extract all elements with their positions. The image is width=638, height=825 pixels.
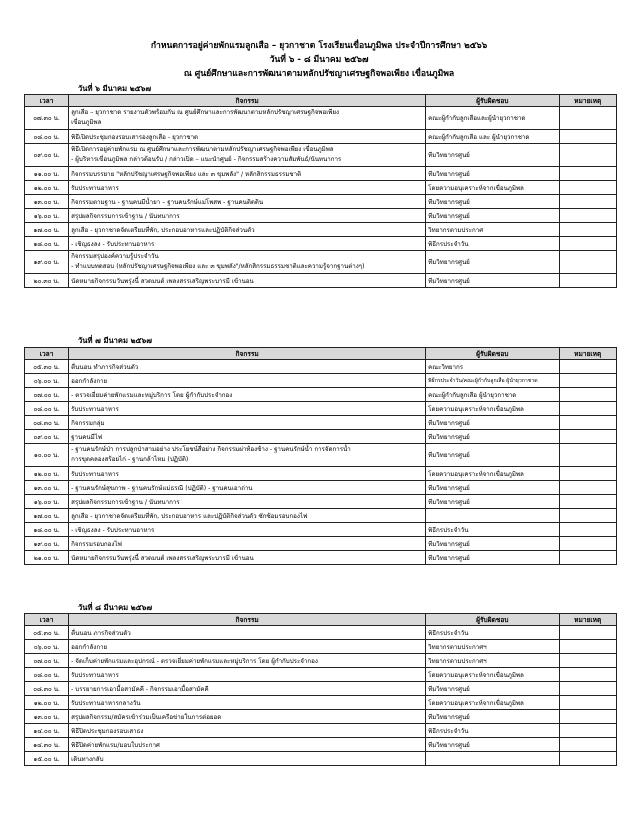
time-cell: ๑๓.๐๐ น. [25,195,69,209]
note-cell [559,523,616,537]
activity-cell [69,251,426,274]
responsible-cell: ทีมวิทยากรศูนย์ [426,682,559,696]
responsible-cell: โดยความอนุเคราะห์จากเขื่อนภูมิพล [426,467,559,481]
activity-line: กิจกรรมสรุปองค์ความรู้ประจำวัน [71,253,159,260]
responsible-cell: ทีมวิทยากรศูนย์ [426,167,559,181]
col-responsible-header: ผู้รับผิดชอบ [426,348,559,360]
col-activity-header: กิจกรรม [69,348,426,360]
activity-cell: ออกกำลังกาย [69,640,426,654]
time-cell: ๐๗.๓๐ น. [25,107,69,130]
table-row [25,738,617,752]
table-row [25,223,617,237]
note-cell [559,752,616,766]
note-cell [559,181,616,195]
time-cell: ๐๙.๐๐ น. [25,430,69,444]
note-cell [559,444,616,467]
activity-cell: - ตรวจเยี่ยมค่ายพักแรมและหมู่บริการ โดย ผู้กำกับประจำกอง [69,388,426,402]
table-row [25,626,617,640]
table-row [25,388,617,402]
day-1-schedule-table [24,94,617,288]
responsible-cell: คณะผู้กำกับลูกเสือ ผู้นำยุวกาชาด [426,388,559,402]
day-1-rows [25,107,617,288]
col-note-header: หมายเหตุ [559,614,616,626]
responsible-cell: วิทยากรตามประกาศ [426,223,559,237]
table-header-row [25,95,617,107]
col-activity-header: กิจกรรม [69,95,426,107]
time-cell: ๑๗.๐๐ น. [25,509,69,523]
day-3-rows [25,626,617,766]
table-row [25,696,617,710]
time-cell: ๐๘.๓๐ น. [25,416,69,430]
time-cell: ๑๕.๐๐ น. [25,752,69,766]
time-cell: ๑๗.๐๐ น. [25,223,69,237]
responsible-cell: พิธีกรประจำวัน [426,237,559,251]
document-title: กำหนดการอยู่ค่ายพักแรมลูกเสือ – ยุวกาชาด โรงเรียนเขื่อนภูมิพล ประจำปีการศึกษา ๒๕๖๖ [150,41,488,51]
day-3-heading: วันที่ ๘ มีนาคม ๒๕๖๗ [78,603,153,612]
activity-cell [69,107,426,130]
table-row [25,640,617,654]
responsible-cell: ทีมวิทยากรศูนย์ [426,537,559,551]
responsible-cell: ทีมวิทยากรศูนย์ [426,209,559,223]
note-cell [559,682,616,696]
activity-line: ลูกเสือ – ยุวกาชาด รายงานตัวพร้อมกัน ณ ศูนย์ศึกษาและการพัฒนาตามหลักปรัชญาเศรษฐกิจพอเพียง [71,109,340,116]
note-cell [559,481,616,495]
table-row [25,551,617,565]
responsible-cell: ทีมวิทยากรศูนย์ [426,430,559,444]
time-cell: ๐๘.๐๐ น. [25,130,69,144]
table-row [25,274,617,288]
table-row [25,481,617,495]
table-row [25,509,617,523]
note-cell [559,274,616,288]
time-cell: ๑๔.๓๐ น. [25,738,69,752]
activity-line: - ผู้บริหารเขื่อนภูมิพล กล่าวต้อนรับ / กล่าวเปิด – แนะนำศูนย์ - กิจกรรมสร้างความสัมพันธ์/นันทนาการ [71,156,342,163]
activity-cell: - จัดเก็บค่ายพักแรมและอุปกรณ์ - ตรวจเยี่ยมค่ายพักแรมและหมู่บริการ โดย ผู้กำกับประจำกอง [69,654,426,668]
time-cell: ๑๘.๐๐ น. [25,523,69,537]
responsible-cell: ทีมวิทยากรศูนย์ [426,738,559,752]
time-cell: ๒๑.๐๐ น. [25,551,69,565]
activity-cell: นัดหมายกิจกรรมวันพรุ่งนี้ สวดมนต์ เพลงสรรเสริญพระบารมี เข้านอน [69,551,426,565]
responsible-cell: พิธีกรประจำวัน [426,523,559,537]
day-2-heading: วันที่ ๗ มีนาคม ๒๕๖๗ [78,336,152,345]
activity-cell: กิจกรรมกลุ่ม [69,416,426,430]
time-cell: ๑๑.๐๐ น. [25,167,69,181]
table-row [25,682,617,696]
note-cell [559,696,616,710]
responsible-cell: พิธีกรประจำวัน [426,724,559,738]
responsible-cell: วิทยากรตามประกาศฯ [426,654,559,668]
time-cell: ๑๒.๐๐ น. [25,467,69,481]
document-venue: ณ ศูนย์ศึกษาและการพัฒนาตามหลักปรัชญาเศรษฐกิจพอเพียง เขื่อนภูมิพล [183,69,455,79]
responsible-cell: พิธีกรประจำวัน/คณะผู้กำกับลูกเสือ ผู้นำยุวกาชาด [426,374,559,388]
activity-cell: - เชิญธงลง - รับประทานอาหาร [69,237,426,251]
col-responsible-header: ผู้รับผิดชอบ [426,95,559,107]
day-2-rows [25,360,617,565]
note-cell [559,537,616,551]
time-cell: ๑๔.๐๐ น. [25,724,69,738]
note-cell [559,738,616,752]
table-row [25,710,617,724]
time-cell: ๐๕.๓๐ น. [25,360,69,374]
activity-cell: รับประทานอาหารกลางวัน [69,696,426,710]
activity-cell: กิจกรรมบรรยาย "หลักปรัชญาเศรษฐกิจพอเพียง และ ๓ ขุมพลัง" / หลักสิกรรมธรรมชาติ [69,167,426,181]
table-row [25,430,617,444]
col-time-header: เวลา [25,95,69,107]
activity-cell: ลูกเสือ - ยุวกาชาดจัดเตรียมที่พัก, ประกอบอาหาร และปฏิบัติกิจส่วนตัว ซักซ้อมรอบกองไฟ [69,509,426,523]
time-cell: ๑๓.๐๐ น. [25,710,69,724]
responsible-cell: ทีมวิทยากรศูนย์ [426,251,559,274]
note-cell [559,251,616,274]
table-row [25,195,617,209]
table-row [25,467,617,481]
table-row [25,668,617,682]
responsible-cell: ทีมวิทยากรศูนย์ [426,195,559,209]
table-row [25,654,617,668]
col-responsible-header: ผู้รับผิดชอบ [426,614,559,626]
col-note-header: หมายเหตุ [559,95,616,107]
table-row [25,144,617,167]
note-cell [559,374,616,388]
responsible-cell: ทีมวิทยากรศูนย์ [426,551,559,565]
responsible-cell: คณะวิทยากร [426,360,559,374]
activity-cell: พิธีปิดประชุมกองรอบเสาธง [69,724,426,738]
note-cell [559,388,616,402]
activity-cell: กิจกรรมรอบกองไฟ [69,537,426,551]
note-cell [559,640,616,654]
note-cell [559,509,616,523]
note-cell [559,668,616,682]
responsible-cell: ทีมวิทยากรศูนย์ [426,495,559,509]
time-cell: ๑๖.๐๐ น. [25,209,69,223]
activity-cell: - เชิญธงลง - รับประทานอาหาร [69,523,426,537]
note-cell [559,551,616,565]
time-cell: ๐๘.๓๐ น. [25,682,69,696]
activity-cell: นัดหมายกิจกรรมวันพรุ่งนี้ สวดมนต์ เพลงสรรเสริญพระบารมี เข้านอน [69,274,426,288]
activity-cell: รับประทานอาหาร [69,467,426,481]
note-cell [559,195,616,209]
activity-cell: รับประทานอาหาร [69,402,426,416]
time-cell: ๐๖.๐๐ น. [25,374,69,388]
table-row [25,167,617,181]
table-row [25,237,617,251]
activity-line: การขุดคลองสร้อยไก่ - ฐานกล้าไหม (ปฏิบัติ) [71,456,189,463]
time-cell: ๑๘.๐๐ น. [25,237,69,251]
note-cell [559,626,616,640]
activity-line: - ทำแบบทดสอบ (หลักปรัชญาเศรษฐกิจพอเพียง และ ๓ ขุมพลัง"/หลักสิกรรมธรรมชาติและความรู้จากฐานต่างๆ) [71,263,365,270]
time-cell: ๑๐.๐๐ น. [25,444,69,467]
day-2-schedule-table [24,347,617,565]
col-activity-header: กิจกรรม [69,614,426,626]
activity-cell: สรุปผลกิจกรรมการเข้าฐาน / นันทนาการ [69,495,426,509]
table-row [25,402,617,416]
activity-cell: - บรรยายการเอามื้อสามัคคี - กิจกรรมเอามื้อสามัคคี [69,682,426,696]
activity-line: - ฐานคนรักษ์ป่า การปลูกป่าสามอย่าง ประโยชน์สี่อย่าง กิจกรรมผ่าท้องช้าง - ฐานคนรักษ์น้ำ การจัดการน้ำ [71,446,351,453]
note-cell [559,495,616,509]
activity-cell: ตื่นนอน ทำภารกิจส่วนตัว [69,360,426,374]
col-note-header: หมายเหตุ [559,348,616,360]
col-time-header: เวลา [25,348,69,360]
activity-cell: เดินทางกลับ [69,752,426,766]
responsible-cell: โดยความอนุเคราะห์จากเขื่อนภูมิพล [426,668,559,682]
time-cell: ๐๗.๐๐ น. [25,388,69,402]
activity-cell [69,144,426,167]
responsible-cell: ทีมวิทยากรศูนย์ [426,444,559,467]
table-row [25,537,617,551]
note-cell [559,402,616,416]
activity-cell: ออกกำลังกาย [69,374,426,388]
activity-line: พิธีเปิดการอยู่ค่ายพักแรม ณ ศูนย์ศึกษาและการพัฒนาตามหลักปรัชญาเศรษฐกิจพอเพียง เขื่อนภูมิพล [71,146,334,153]
table-row [25,724,617,738]
note-cell [559,223,616,237]
note-cell [559,467,616,481]
table-row [25,130,617,144]
table-row [25,523,617,537]
table-row [25,444,617,467]
responsible-cell [426,509,559,523]
note-cell [559,654,616,668]
responsible-cell [426,752,559,766]
day-3-schedule-table [24,613,617,766]
time-cell: ๐๗.๐๐ น. [25,654,69,668]
time-cell: ๐๕.๓๐ น. [25,626,69,640]
note-cell [559,710,616,724]
time-cell: ๐๖.๐๐ น. [25,640,69,654]
activity-cell: ฐานคนมีไฟ [69,430,426,444]
document-dates: วันที่ ๖ - ๘ มีนาคม ๒๕๖๗ [269,55,369,65]
table-row [25,374,617,388]
activity-cell: ตื่นนอน ภารกิจส่วนตัว [69,626,426,640]
time-cell: ๐๘.๐๐ น. [25,668,69,682]
activity-cell: รับประทานอาหาร [69,181,426,195]
responsible-cell: โดยความอนุเคราะห์จากเขื่อนภูมิพล [426,181,559,195]
time-cell: ๒๐.๓๐ น. [25,274,69,288]
table-header-row [25,614,617,626]
responsible-cell: ทีมวิทยากรศูนย์ [426,481,559,495]
time-cell: ๐๙.๐๐ น. [25,144,69,167]
table-row [25,360,617,374]
activity-cell: พิธีปิดค่ายพักแรม/มอบใบประกาศ [69,738,426,752]
note-cell [559,430,616,444]
time-cell: ๑๖.๐๐ น. [25,495,69,509]
responsible-cell: ทีมวิทยากรศูนย์ [426,274,559,288]
table-row [25,181,617,195]
activity-cell: สรุปผลกิจกรรม/สมัครเข้าร่วมเป็นเครือข่ายในการต่อยอด [69,710,426,724]
activity-cell: กิจกรรมตามฐาน - ฐานคนมีน้ำยา – ฐานคนรักษ์แม่โพสพ - ฐานคนติดดิน [69,195,426,209]
note-cell [559,724,616,738]
table-row [25,251,617,274]
note-cell [559,209,616,223]
time-cell: ๑๒.๐๐ น. [25,181,69,195]
table-row [25,495,617,509]
table-row [25,752,617,766]
note-cell [559,144,616,167]
responsible-cell: ทีมวิทยากรศูนย์ [426,710,559,724]
activity-line: เขื่อนภูมิพล [71,119,102,126]
activity-cell: - ฐานคนรักษ์สุขภาพ - ฐานคนรักษ์แม่ธรณี (ปฏิบัติ) - ฐานคนเอาถ่าน [69,481,426,495]
time-cell: ๐๘.๐๐ น. [25,402,69,416]
activity-cell: สรุปผลกิจกรรมการเข้าฐาน / นันทนาการ [69,209,426,223]
table-row [25,416,617,430]
responsible-cell: พิธีกรประจำวัน [426,626,559,640]
activity-cell [69,444,426,467]
responsible-cell: วิทยากรตามประกาศฯ [426,640,559,654]
responsible-cell: โดยความอนุเคราะห์จากเขื่อนภูมิพล [426,402,559,416]
table-row [25,107,617,130]
responsible-cell: ทีมวิทยากรศูนย์ [426,144,559,167]
time-cell: ๑๙.๐๐ น. [25,537,69,551]
responsible-cell: ทีมวิทยากรศูนย์ [426,416,559,430]
day-1-heading: วันที่ ๖ มีนาคม ๒๕๖๗ [78,84,152,93]
time-cell: ๑๓.๐๐ น. [25,481,69,495]
note-cell [559,237,616,251]
table-header-row [25,348,617,360]
responsible-cell: โดยความอนุเคราะห์จากเขื่อนภูมิพล [426,696,559,710]
activity-cell: รับประทานอาหาร [69,668,426,682]
responsible-cell: คณะผู้กำกับลูกเสือ และ ผู้นำยุวกาชาด [426,130,559,144]
note-cell [559,167,616,181]
activity-cell: ลูกเสือ - ยุวกาชาดจัดเตรียมที่พัก, ประกอบอาหารและปฏิบัติกิจส่วนตัว [69,223,426,237]
note-cell [559,416,616,430]
time-cell: ๑๒.๐๐ น. [25,696,69,710]
note-cell [559,360,616,374]
responsible-cell: คณะผู้กำกับลูกเสือและผู้นำยุวกาชาด [426,107,559,130]
note-cell [559,130,616,144]
note-cell [559,107,616,130]
activity-cell: พิธีเปิดประชุมกองรอบเสารองลูกเสือ - ยุวกาชาด [69,130,426,144]
table-row [25,209,617,223]
col-time-header: เวลา [25,614,69,626]
time-cell: ๑๙.๐๐ น. [25,251,69,274]
